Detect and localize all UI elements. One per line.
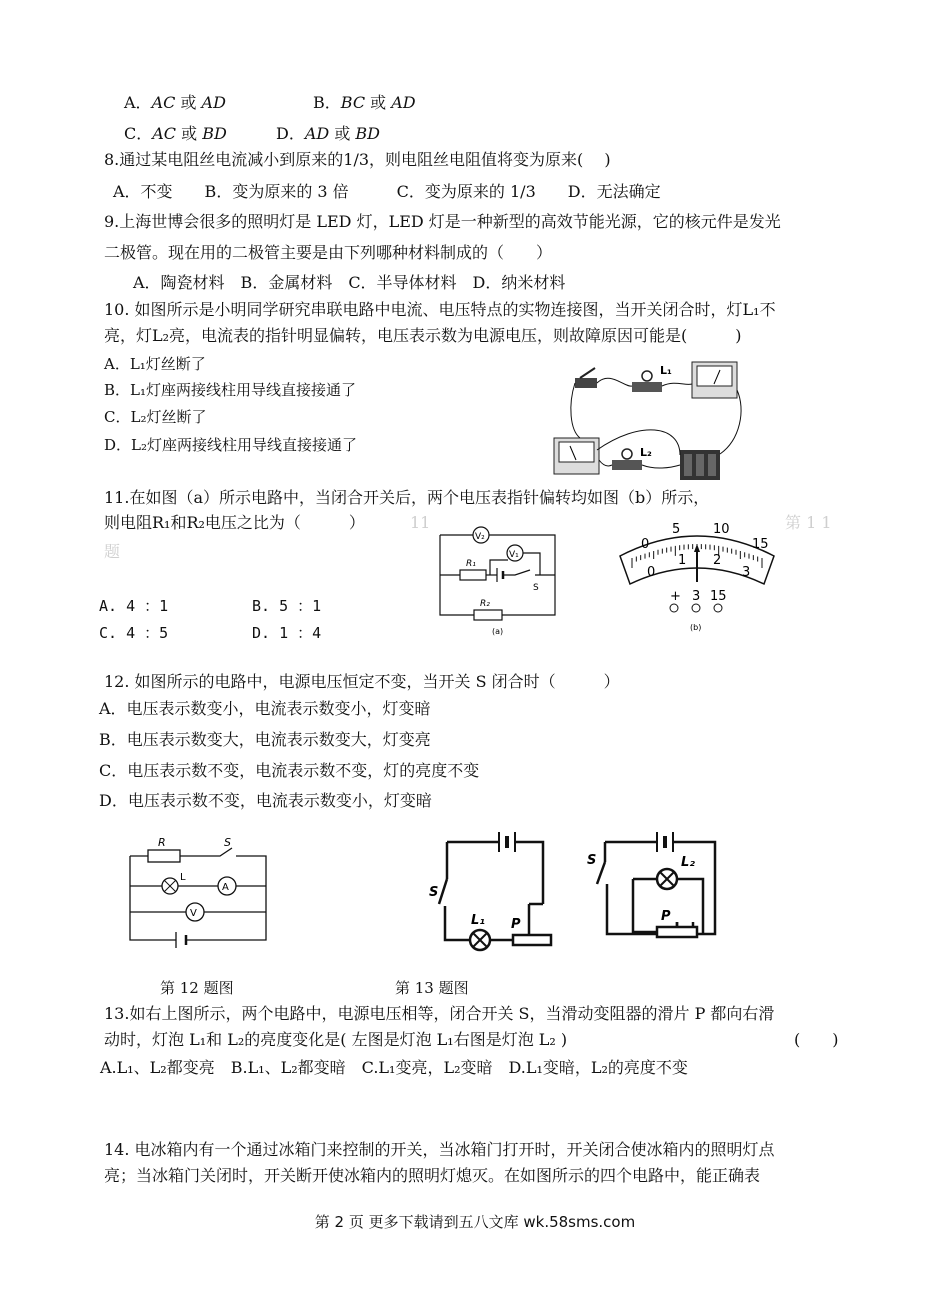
battery-icon: [499, 832, 515, 852]
q7-option-c-first: AC: [152, 124, 177, 143]
q7-option-c: [124, 124, 227, 144]
q13-right-label-p: P: [661, 909, 671, 924]
ammeter-icon: [692, 362, 737, 398]
terminal-3: 3: [692, 589, 701, 604]
terminal-plus-icon: [670, 604, 678, 612]
lamp-l2-icon: [612, 449, 642, 470]
q12-option-d: D．电压表示数不变，电流表示数变小，灯变暗: [99, 791, 432, 810]
q7-option-d-prefix: D．: [276, 124, 305, 143]
q7-option-b-second: AD: [391, 93, 416, 112]
battery-icon: [176, 932, 186, 948]
q10-option-d: D．L₂灯座两接线柱用导线直接接通了: [104, 436, 358, 454]
q13-left-circuit: [425, 824, 560, 956]
q11-option-a: A. 4 ：1: [99, 597, 169, 615]
q12-figure-caption: 第 12 题图: [160, 979, 234, 997]
dial-upper-5: 5: [672, 522, 681, 537]
q12-option-b: B．电压表示数变大，电流表示数变大，灯变亮: [99, 730, 431, 749]
q11-figure-b: [612, 518, 782, 638]
rheostat-icon: [513, 935, 551, 945]
q7-option-b-prefix: B．: [313, 93, 341, 112]
q11a-label-v1: V₁: [509, 550, 519, 560]
q9-options: A．陶瓷材料 B．金属材料 C．半导体材料 D．纳米材料: [133, 273, 566, 292]
q9-stem-line1: 9.上海世博会很多的照明灯是 LED 灯，LED 灯是一种新型的高效节能光源，它的核元件是发光: [104, 212, 781, 231]
q7-option-b-first: BC: [340, 93, 366, 112]
ammeter-icon: [218, 877, 236, 895]
q10-option-b: B．L₁灯座两接线柱用导线直接接通了: [104, 381, 356, 399]
dial-upper-0: 0: [641, 537, 650, 552]
q12-circuit-figure: [120, 834, 275, 949]
resistor-r1-icon: [460, 570, 486, 580]
q11-faint-label: 第 1 1: [785, 513, 832, 532]
q8-options: A．不变 B．变为原来的 3 倍 C．变为原来的 1/3 D．无法确定: [113, 182, 661, 201]
q7-option-d: [276, 124, 380, 144]
q11-option-c: C. 4 ：5: [99, 624, 169, 642]
q11-faint-number: 11: [410, 513, 431, 532]
q9-stem-line2: 二极管。现在用的二极管主要是由下列哪种材料制成的（ ）: [104, 243, 553, 262]
q10-label-l2: L₂: [640, 446, 652, 459]
voltmeter-v1-icon: [507, 545, 523, 561]
switch-icon: [439, 879, 447, 904]
rheostat-icon: [657, 927, 697, 937]
q13-right-label-l2: L₂: [681, 855, 695, 870]
q10-stem-line1: 10. 如图所示是小明同学研究串联电路中电流、电压特点的实物连接图，当开关闭合时，灯L₁不: [104, 300, 776, 319]
lamp-l2-icon: [657, 869, 677, 889]
q7-option-d-second: BD: [355, 124, 381, 143]
q12-label-l: L: [180, 872, 186, 883]
q11a-label-v2: V₂: [475, 532, 485, 542]
q13-left-label-p: P: [511, 917, 521, 932]
dial-lower-2: 2: [713, 553, 722, 568]
dial-lower-1: 1: [678, 553, 687, 568]
battery-icon: [657, 832, 673, 852]
q13-options: A.L₁、L₂都变亮 B.L₁、L₂都变暗 C.L₁变亮，L₂变暗 D.L₁变暗，L₂的亮度不变: [100, 1058, 688, 1077]
terminal-3-icon: [692, 604, 700, 612]
dial-lower-3: 3: [742, 565, 751, 580]
q7-option-a-second: AD: [201, 93, 226, 112]
q7-option-c-second: BD: [202, 124, 227, 143]
q11-stem-line2: 则电阻R₁和R₂电压之比为（ ）: [104, 513, 365, 532]
q10-circuit-figure: [540, 350, 750, 490]
lamp-l1-icon: [632, 371, 662, 392]
dial-upper-10: 10: [713, 522, 730, 537]
q13-stem-line2: 动时，灯泡 L₁和 L₂的亮度变化是( 左图是灯泡 L₁右图是灯泡 L₂ ): [104, 1030, 568, 1049]
q11-figure-a: [430, 520, 565, 640]
q12-label-v: V: [190, 908, 197, 919]
q14-stem-line2: 亮；当冰箱门关闭时，开关断开使冰箱内的照明灯熄灭。在如图所示的四个电路中，能正确表: [104, 1166, 761, 1185]
q7-option-c-or: 或: [176, 124, 203, 143]
q11-faint-char: 题: [104, 542, 121, 561]
q12-stem: 12. 如图所示的电路中，电源电压恒定不变，当开关 S 闭合时（ ）: [104, 672, 620, 691]
dial-upper-15: 15: [752, 537, 769, 552]
q11-stem-line1: 11.在如图（a）所示电路中，当闭合开关后，两个电压表指针偏转均如图（b）所示，: [104, 488, 710, 507]
q7-option-b-or: 或: [365, 93, 392, 112]
q11a-caption: (a): [492, 627, 504, 636]
q7-option-a-first: AC: [151, 93, 176, 112]
voltmeter-icon: [554, 438, 599, 474]
q11-option-d: D. 1 ：4: [252, 624, 322, 642]
q7-option-b: [313, 93, 416, 113]
battery-icon: [497, 568, 503, 582]
q14-stem-line1: 14. 电冰箱内有一个通过冰箱门来控制的开关，当冰箱门打开时，开关闭合使冰箱内的照明灯点: [104, 1140, 775, 1159]
q13-left-label-l1: L₁: [471, 913, 485, 928]
q12-option-a: A．电压表示数变小，电流表示数变小，灯变暗: [99, 699, 431, 718]
switch-icon: [597, 862, 605, 884]
q11b-caption: (b): [690, 623, 702, 632]
q7-option-d-first: AD: [304, 124, 330, 143]
q12-label-r: R: [158, 836, 166, 849]
q12-option-c: C．电压表示数不变，电流表示数不变，灯的亮度不变: [99, 761, 480, 780]
page-footer: 第 2 页 更多下载请到五八文库 wk.58sms.com: [314, 1213, 636, 1231]
lamp-l1-icon: [470, 930, 490, 950]
q7-option-a: [124, 93, 226, 113]
q10-label-l1: L₁: [660, 364, 672, 377]
switch-icon: [575, 368, 597, 388]
voltmeter-v2-icon: [473, 527, 489, 543]
q10-option-c: C．L₂灯丝断了: [104, 408, 207, 426]
q11a-label-s: S: [533, 583, 539, 593]
q12-label-a: A: [222, 882, 229, 893]
terminal-plus: +: [670, 589, 681, 604]
q13-answer-paren: ( ): [794, 1030, 839, 1049]
q11-option-b: B. 5 ：1: [252, 597, 322, 615]
q10-option-a: A．L₁灯丝断了: [104, 355, 206, 373]
q13-right-wires: [605, 842, 715, 934]
q11a-label-r2: R₂: [480, 599, 490, 609]
q7-option-a-prefix: A．: [124, 93, 152, 112]
q13-right-circuit: [585, 824, 725, 956]
q8-stem: 8.通过某电阻丝电流减小到原来的1/3，则电阻丝电阻值将变为原来( ): [104, 150, 611, 169]
q11a-label-r1: R₁: [466, 559, 476, 569]
q13-figure-caption: 第 13 题图: [395, 979, 469, 997]
q7-option-c-prefix: C．: [124, 124, 153, 143]
battery-icon: [680, 450, 720, 480]
voltmeter-icon: [186, 903, 204, 921]
q13-left-label-s: S: [429, 885, 439, 900]
q13-right-label-s: S: [587, 853, 597, 868]
terminal-15-icon: [714, 604, 722, 612]
q7-option-d-or: 或: [329, 124, 356, 143]
q10-stem-line2: 亮，灯L₂亮，电流表的指针明显偏转，电压表示数为电源电压，则故障原因可能是( ): [104, 326, 742, 345]
lamp-icon: [162, 878, 178, 894]
dial-lower-0: 0: [647, 565, 656, 580]
q13-stem-line1: 13.如右上图所示，两个电路中，电源电压相等，闭合开关 S，当滑动变阻器的滑片 P 都向右滑: [104, 1004, 775, 1023]
q7-option-a-or: 或: [175, 93, 202, 112]
resistor-r2-icon: [474, 610, 502, 620]
q12-label-s: S: [224, 836, 231, 849]
q13-left-wires: [445, 842, 543, 940]
resistor-icon: [148, 850, 180, 862]
terminal-15: 15: [710, 589, 727, 604]
